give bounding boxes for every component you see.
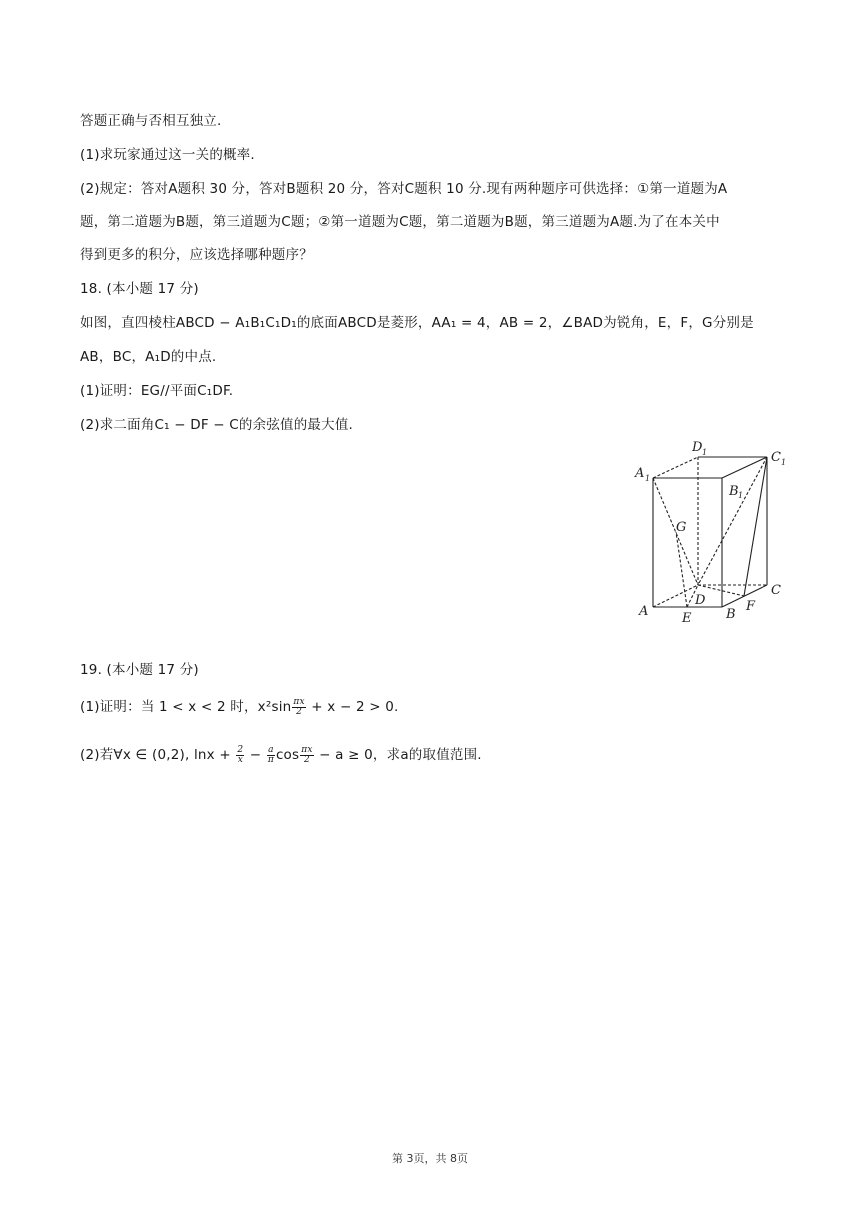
label-D1-sub: 1: [702, 448, 708, 457]
label-B: B: [726, 607, 736, 622]
label-A1-sub: 1: [645, 474, 651, 483]
q18-part1: (1)证明：EG//平面C₁DF.: [80, 383, 234, 399]
label-B1-sub: 1: [738, 491, 744, 500]
fraction-pix-over-2-b: $\frac{\pi x}{2}$: [301, 744, 313, 765]
label-A1: A: [635, 466, 645, 481]
q18-stem-line1: 如图，直四棱柱ABCD − A₁B₁C₁D₁的底面ABCD是菱形，AA₁ = 4，AB = 2，∠BAD为锐角，E，F，G分别是: [80, 315, 754, 331]
label-D: D: [695, 593, 706, 608]
q17-part2-line2: 题，第二道题为B题，第三道题为C题；②第一道题为C题，第二道题为B题，第三道题为A题.为了在本关中: [80, 214, 720, 230]
q19-part1: [80, 697, 399, 717]
label-G: G: [676, 520, 687, 535]
prism-figure: [625, 435, 805, 625]
label-E: E: [682, 611, 692, 625]
q18-part2: (2)求二面角C₁ − DF − C的余弦值的最大值.: [80, 417, 354, 433]
label-C: C: [771, 583, 781, 598]
label-F: F: [746, 599, 756, 614]
q17-part1: (1)求玩家通过这一关的概率.: [80, 147, 255, 163]
q19-part2-text-a: (2)若∀x ∈ (0,2), lnx +: [80, 747, 236, 763]
label-A: A: [639, 604, 649, 619]
q19-part1-text-a: (1)证明：当 1 < x < 2 时，x²sin: [80, 699, 292, 715]
label-C1-sub: 1: [781, 458, 787, 467]
q19-part2-minus: −: [245, 747, 266, 763]
q18-stem-line2: AB，BC，A₁D的中点.: [80, 349, 217, 365]
page-footer: 第 3页，共 8页: [392, 1152, 468, 1165]
label-D1: D: [692, 440, 703, 455]
q19-header: 19. (本小题 17 分): [80, 662, 199, 678]
q19-part2-cos: cos: [275, 747, 300, 763]
q19-part2-text-d: − a ≥ 0，求a的取值范围.: [314, 747, 482, 763]
label-B1: B: [729, 484, 739, 499]
fraction-pix-over-2: $\frac{\pi x}{2}$: [293, 696, 305, 717]
label-C1: C: [771, 450, 781, 465]
fraction-2-over-x: $\frac{2}{x}$: [237, 744, 244, 765]
q17-part2-line1: (2)规定：答对A题积 30 分，答对B题积 20 分，答对C题积 10 分.现有两种题序可供选择：①第一道题为A: [80, 181, 728, 197]
q18-header: 18. (本小题 17 分): [80, 281, 199, 297]
q19-part1-text-b: + x − 2 > 0.: [306, 699, 399, 715]
q19-part2: [80, 745, 482, 765]
fraction-a-over-pi: $\frac{a}{\pi}$: [267, 744, 274, 765]
q17-continued-text: 答题正确与否相互独立.: [80, 113, 222, 129]
q17-part2-line3: 得到更多的积分，应该选择哪种题序？: [80, 247, 313, 263]
